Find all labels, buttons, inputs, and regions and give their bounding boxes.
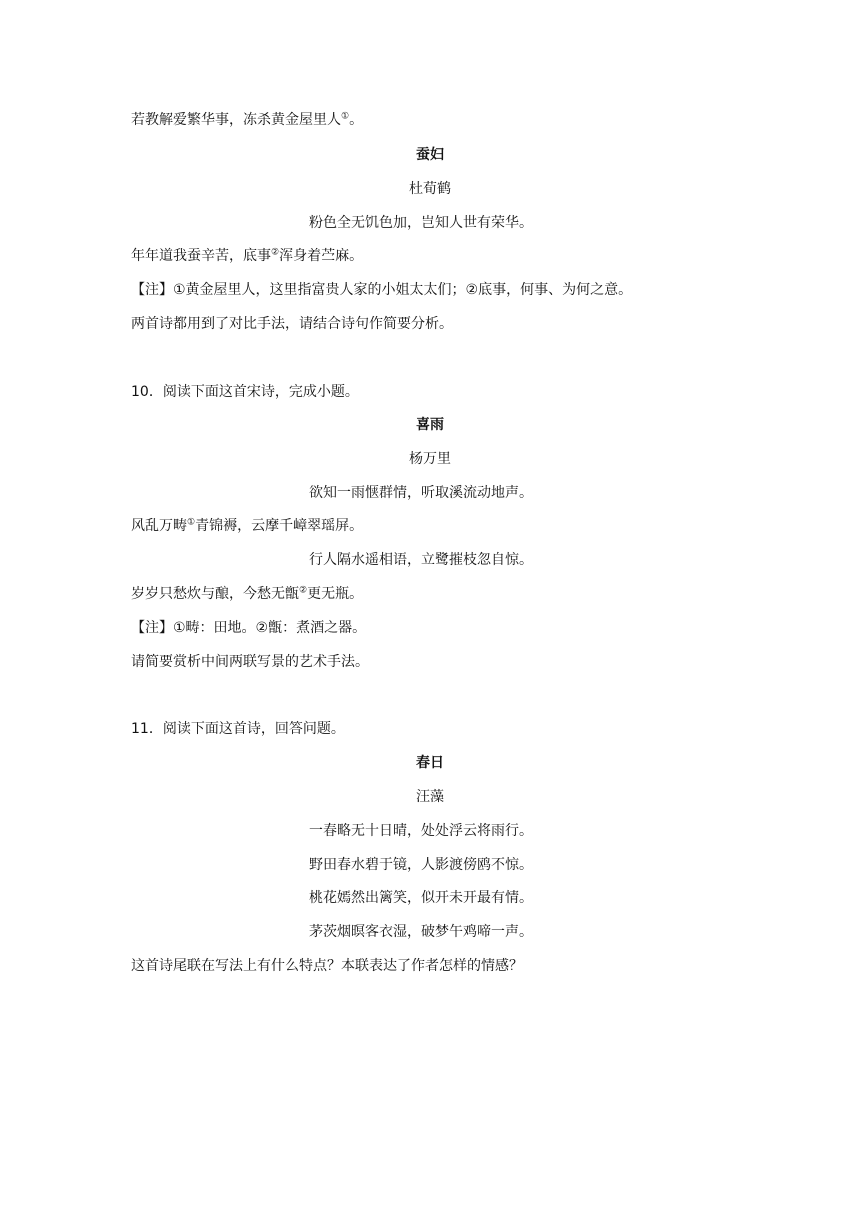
question-prompt: 这首诗尾联在写法上有什么特点？本联表达了作者怎样的情感？ [131, 958, 523, 974]
question-heading: 11．阅读下面这首诗，回答问题。 [131, 721, 345, 737]
footnote-marker: ① [187, 517, 196, 528]
poem1-last-line: 若教解爱繁华事，冻杀黄金屋里人①。 [131, 111, 364, 128]
question-heading: 10．阅读下面这首宋诗，完成小题。 [131, 384, 359, 400]
poem-line: 年年道我蚕辛苦，底事②浑身着苎麻。 [131, 247, 364, 264]
poem-line: 茅茨烟暝客衣湿，破梦午鸡啼一声。 [309, 924, 533, 940]
annotation-note: 【注】①黄金屋里人，这里指富贵人家的小姐太太们；②底事，何事、为何之意。 [131, 282, 633, 298]
footnote-marker: ② [271, 247, 280, 258]
poem-author: 杨万里 [409, 451, 451, 467]
poem-line: 欲知一雨惬群情，听取溪流动地声。 [309, 485, 533, 501]
poem-line: 风乱万畴①青锦褥，云摩千嶂翠瑶屏。 [131, 517, 364, 534]
annotation-note: 【注】①畴：田地。②甑：煮酒之器。 [131, 620, 367, 636]
poem-author: 汪藻 [416, 789, 444, 805]
poem-line: 粉色全无饥色加，岂知人世有荣华。 [309, 215, 533, 231]
poem-author: 杜荀鹤 [409, 181, 451, 197]
poem-title: 蚕妇 [416, 147, 444, 163]
poem-line: 一春略无十日晴，处处浮云将雨行。 [309, 823, 533, 839]
footnote-marker: ① [341, 111, 350, 122]
question-prompt: 请简要赏析中间两联写景的艺术手法。 [131, 654, 369, 670]
poem-title: 春日 [416, 755, 444, 771]
poem-line: 行人隔水遥相语，立鹭摧枝忽自惊。 [309, 552, 533, 568]
poem-line: 野田春水碧于镜，人影渡傍鸥不惊。 [309, 857, 533, 873]
question-prompt: 两首诗都用到了对比手法，请结合诗句作简要分析。 [131, 316, 453, 332]
poem-line: 岁岁只愁炊与酿，今愁无甑②更无瓶。 [131, 585, 364, 602]
footnote-marker: ② [299, 585, 308, 596]
poem-title: 喜雨 [416, 417, 444, 433]
poem-line: 桃花嫣然出篱笑，似开未开最有情。 [309, 890, 533, 906]
